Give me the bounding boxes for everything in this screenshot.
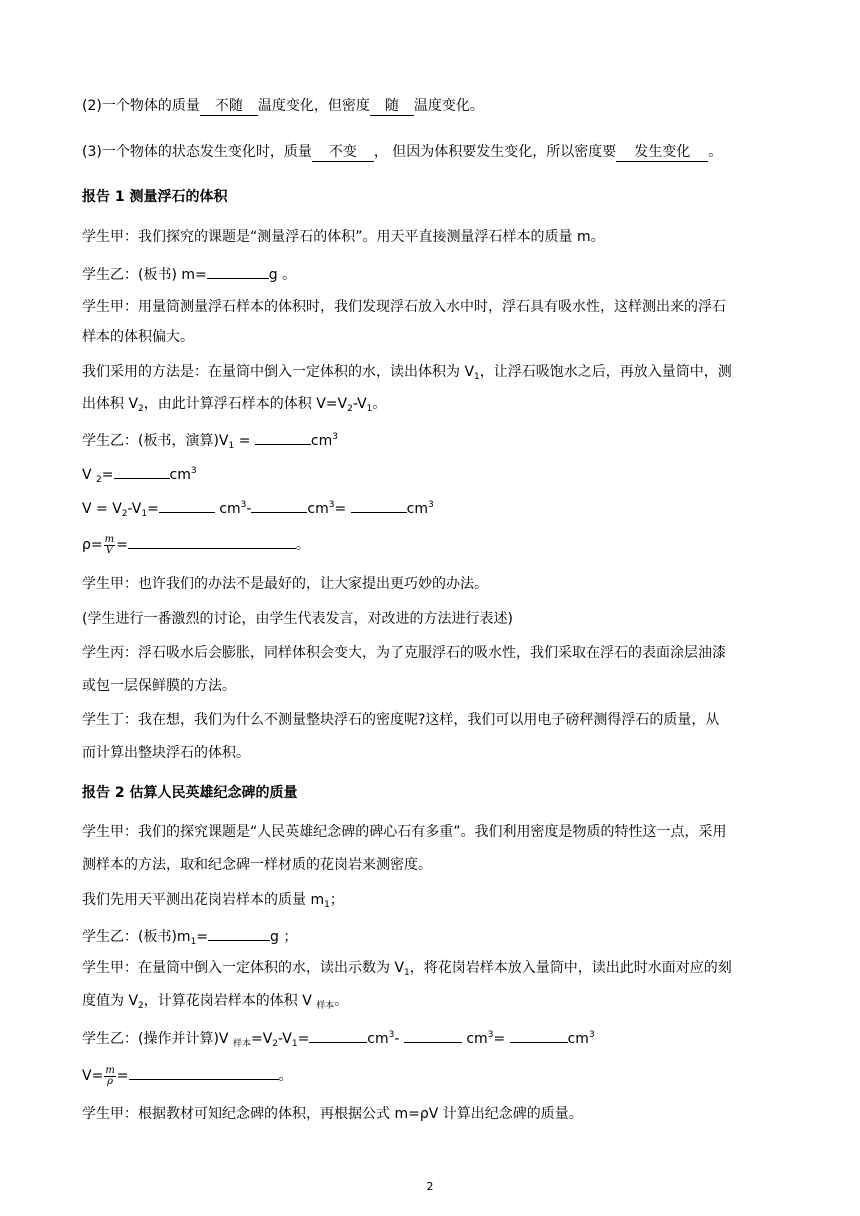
fill-blank: [510, 1026, 568, 1043]
equation-line: 学生乙：(板书)$m_1= g$ ；: [82, 924, 790, 949]
page-number: 2: [426, 1180, 434, 1193]
answer-blank: 随: [370, 97, 414, 116]
paragraph: 学生甲：也许我们的办法不是最好的，让大家提出更巧妙的办法。: [82, 576, 488, 592]
fill-blank: [251, 496, 307, 513]
fill-blank: [255, 428, 311, 445]
paragraph: (学生进行一番激烈的讨论，由学生代表发言，对改进的方法进行表述): [82, 611, 513, 627]
density-formula: ρ= $\frac{m}{V}$ = 。: [82, 533, 310, 556]
fill-blank: [207, 262, 269, 279]
equation-line: 学生乙：(板书，演算)$V_1 = cm^3$: [82, 428, 790, 453]
fraction: $\frac{m}{V}$: [104, 533, 115, 556]
fill-blank: [128, 532, 296, 549]
paragraph: 学生甲：在量筒中倒入一定体积的水，读出示数为 $V_1$，将花岗岩样本放入量筒中，读出此时水面对应的刻: [82, 960, 732, 978]
question-3: (3)一个物体的状态发生变化时，质量 不变 ， 但因为体积要发生变化，所以密度要 发生变化 。: [82, 144, 723, 160]
equation-line: $V = V_2-V_1= cm^3-$ $cm^3= cm^3$: [82, 496, 790, 521]
fill-blank: [404, 1026, 462, 1043]
question-2: (2)一个物体的质量 不随 温度变化，但密度 随 温度变化。: [82, 98, 484, 114]
fill-blank: [159, 496, 215, 513]
paragraph: 我们采用的方法是：在量筒中倒入一定体积的水，读出体积为 $V_1$，让浮石吸饱水之后，再放入量筒中，测: [82, 364, 732, 382]
fill-blank: [129, 1063, 279, 1080]
paragraph: 而计算出整块浮石的体积。: [82, 745, 250, 761]
fill-blank: [351, 496, 407, 513]
fill-blank: [208, 924, 270, 941]
fill-blank: [309, 1026, 367, 1043]
answer-blank: 不变: [312, 143, 374, 162]
report-2-heading: 报告 2 估算人民英雄纪念碑的质量: [82, 785, 298, 801]
paragraph: 学生乙：(板书) m= g 。: [82, 262, 790, 285]
answer-blank: 不随: [200, 97, 258, 116]
paragraph: 或包一层保鲜膜的方法。: [82, 678, 236, 694]
paragraph: 学生丁：我在想，我们为什么不测量整块浮石的密度呢?这样，我们可以用电子磅秤测得浮石的质量，从: [82, 712, 720, 728]
fraction: $\frac{m}{\rho}$: [105, 1064, 115, 1087]
fill-blank: [114, 462, 170, 479]
paragraph: 我们先用天平测出花岗岩样本的质量 $m_1$；: [82, 892, 344, 910]
paragraph: 度值为 $V_2$，计算花岗岩样本的体积 V $_{样本}$。: [82, 993, 349, 1011]
paragraph: 学生甲：我们探究的课题是“测量浮石的体积”。用天平直接测量浮石样本的质量 m。: [82, 229, 605, 245]
paragraph: 样本的体积偏大。: [82, 329, 194, 345]
equation-line: 学生乙：(操作并计算)V $_{样本}=V_2-V_1= cm^3-$ $cm^3= cm^3$: [82, 1026, 790, 1051]
paragraph: 学生甲：用量筒测量浮石样本的体积时，我们发现浮石放入水中时，浮石具有吸水性，这样测出来的浮石: [82, 299, 726, 315]
report-1-heading: 报告 1 测量浮石的体积: [82, 189, 228, 205]
volume-formula: V= $\frac{m}{\rho}$ = 。: [82, 1064, 293, 1087]
paragraph: 测样本的方法，取和纪念碑一样材质的花岗岩来测密度。: [82, 857, 432, 873]
answer-blank: 发生变化: [616, 143, 708, 162]
paragraph: 学生甲：我们的探究课题是“人民英雄纪念碑的碑心石有多重”。我们利用密度是物质的特性这一点，采用: [82, 824, 727, 840]
paragraph: 学生丙：浮石吸水后会膨胀，同样体积会变大，为了克服浮石的吸水性，我们采取在浮石的表面涂层油漆: [82, 645, 726, 661]
paragraph: 学生甲：根据教材可知纪念碑的体积，再根据公式 m=ρV 计算出纪念碑的质量。: [82, 1106, 583, 1122]
equation-line: V $_2= cm^3$: [82, 462, 790, 487]
paragraph: 出体积 $V_2$，由此计算浮石样本的体积 $V=V_2-V_1$。: [82, 396, 387, 414]
